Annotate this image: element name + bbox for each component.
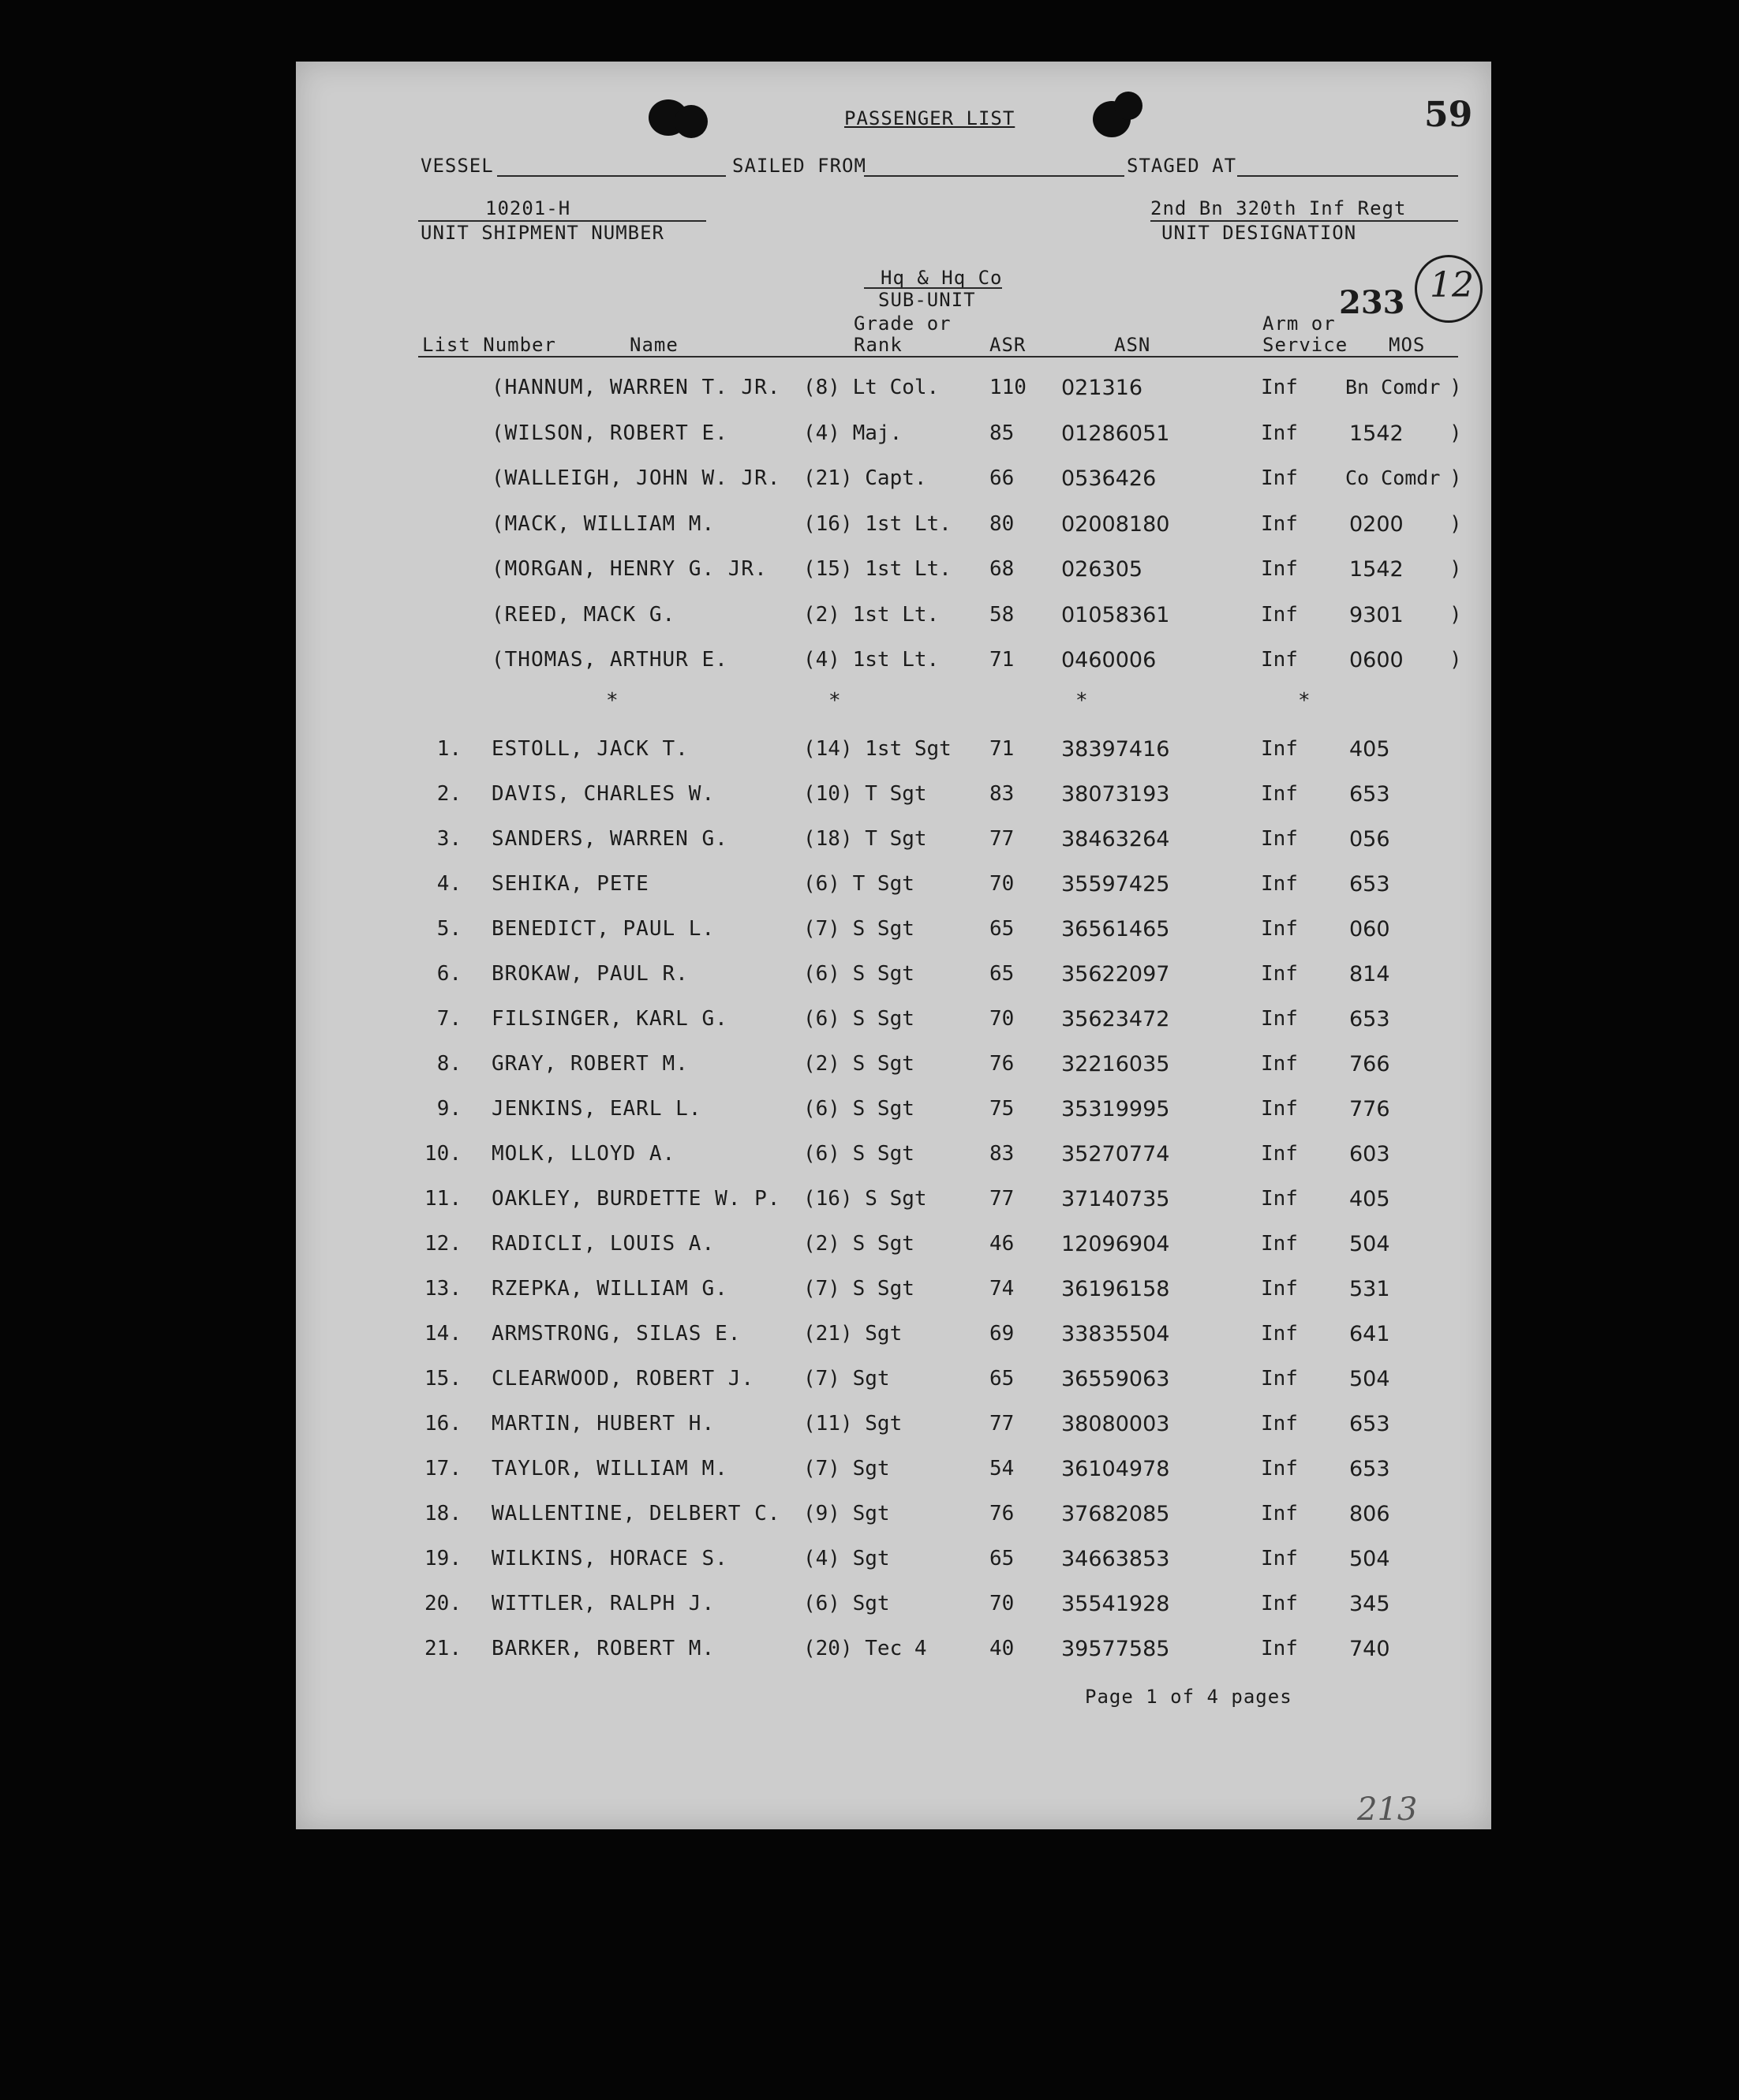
officer-row: [296, 376, 1491, 418]
asn: 38397416: [1061, 737, 1170, 762]
list-number: 16.: [424, 1412, 462, 1436]
mos: 504: [1349, 1547, 1390, 1571]
list-number: 12.: [424, 1232, 462, 1256]
arm: Inf: [1261, 962, 1298, 986]
name: (WILSON, ROBERT E.: [492, 421, 728, 445]
mos: 060: [1349, 917, 1390, 941]
mos: 345: [1349, 1592, 1390, 1616]
asr: 74: [989, 1277, 1015, 1301]
vessel-field: [497, 175, 726, 177]
name: BARKER, ROBERT M.: [492, 1637, 716, 1660]
list-number: 15.: [424, 1367, 462, 1391]
asr: 76: [989, 1052, 1015, 1076]
closing-paren: ): [1449, 602, 1462, 627]
enlisted-row: [296, 1637, 1491, 1679]
list-number: 14.: [424, 1322, 462, 1346]
asn: 36104978: [1061, 1457, 1170, 1481]
asr: 83: [989, 782, 1015, 806]
officer-row: [296, 648, 1491, 691]
col-grade-1: Grade or: [854, 313, 952, 335]
asr: 80: [989, 511, 1015, 536]
arm: Inf: [1261, 1232, 1298, 1256]
asr: 58: [989, 602, 1015, 627]
list-number: 17.: [424, 1457, 462, 1480]
asn: 32216035: [1061, 1052, 1170, 1076]
grade: (9) Sgt: [803, 1502, 890, 1525]
col-arm-2: Service: [1262, 334, 1348, 356]
enlisted-row: [296, 1142, 1491, 1185]
arm: Inf: [1261, 557, 1298, 581]
asn: 02008180: [1061, 511, 1170, 537]
list-number: 13.: [424, 1277, 462, 1301]
asn: 39577585: [1061, 1637, 1170, 1661]
enlisted-row: [296, 1502, 1491, 1544]
mos: 776: [1349, 1097, 1390, 1121]
arm: Inf: [1261, 1592, 1298, 1615]
mos: 531: [1349, 1277, 1390, 1301]
asn: 38463264: [1061, 827, 1170, 852]
list-number: 10.: [424, 1142, 462, 1166]
mos: 806: [1349, 1502, 1390, 1526]
grade: (8) Lt Col.: [803, 376, 940, 399]
enlisted-row: [296, 1412, 1491, 1454]
grade: (6) S Sgt: [803, 962, 914, 986]
arm: Inf: [1261, 1007, 1298, 1031]
grade: (4) Maj.: [803, 421, 903, 445]
grade: (7) Sgt: [803, 1457, 890, 1480]
document-page: [296, 62, 1491, 1829]
mos: 653: [1349, 1457, 1390, 1481]
arm: Inf: [1261, 602, 1298, 627]
grade: (20) Tec 4: [803, 1637, 927, 1660]
enlisted-row: [296, 1052, 1491, 1095]
grade: (15) 1st Lt.: [803, 557, 952, 581]
name: BENEDICT, PAUL L.: [492, 917, 716, 941]
arm: Inf: [1261, 827, 1298, 851]
name: ARMSTRONG, SILAS E.: [492, 1322, 742, 1346]
asr: 75: [989, 1097, 1015, 1121]
name: MARTIN, HUBERT H.: [492, 1412, 716, 1436]
asn: 021316: [1061, 376, 1143, 400]
list-number: 3.: [436, 827, 462, 851]
name: BROKAW, PAUL R.: [492, 962, 689, 986]
enlisted-row: [296, 872, 1491, 915]
asn: 34663853: [1061, 1547, 1170, 1571]
asn: 33835504: [1061, 1322, 1170, 1346]
asn: 12096904: [1061, 1232, 1170, 1256]
mos: 603: [1349, 1142, 1390, 1166]
name: (MACK, WILLIAM M.: [492, 511, 716, 536]
grade: (16) S Sgt: [803, 1187, 927, 1211]
asn: 36196158: [1061, 1277, 1170, 1301]
arm: Inf: [1261, 917, 1298, 941]
enlisted-row: [296, 1547, 1491, 1589]
enlisted-row: [296, 962, 1491, 1005]
asr: 65: [989, 1547, 1015, 1570]
col-grade-2: Rank: [854, 334, 903, 356]
arm: Inf: [1261, 1187, 1298, 1211]
staged-at-label: STAGED AT: [1127, 155, 1237, 177]
list-number: 7.: [436, 1007, 462, 1031]
grade: (2) 1st Lt.: [803, 602, 940, 627]
mos: 405: [1349, 1187, 1390, 1211]
name: SANDERS, WARREN G.: [492, 827, 728, 851]
asr: 46: [989, 1232, 1015, 1256]
asn: 35541928: [1061, 1592, 1170, 1616]
sub-unit: Hq & Hq Co: [881, 267, 1003, 289]
unit-designation-label: UNIT DESIGNATION: [1161, 222, 1357, 244]
enlisted-row: [296, 917, 1491, 960]
arm: Inf: [1261, 1052, 1298, 1076]
mos: 653: [1349, 872, 1390, 897]
officer-row: [296, 512, 1491, 555]
asn: 38073193: [1061, 782, 1170, 807]
list-number: 11.: [424, 1187, 462, 1211]
arm: Inf: [1261, 421, 1298, 445]
enlisted-row: [296, 1367, 1491, 1409]
arm: Inf: [1261, 1457, 1298, 1480]
unit-designation: 2nd Bn 320th Inf Regt: [1150, 197, 1407, 219]
grade: (6) T Sgt: [803, 872, 914, 896]
enlisted-row: [296, 1277, 1491, 1320]
mos: 0200: [1349, 511, 1404, 537]
asn: 01286051: [1061, 421, 1170, 446]
name: RADICLI, LOUIS A.: [492, 1232, 716, 1256]
officer-row: [296, 603, 1491, 646]
grade: (6) Sgt: [803, 1592, 890, 1615]
arm: Inf: [1261, 872, 1298, 896]
arm: Inf: [1261, 782, 1298, 806]
mos: 653: [1349, 782, 1390, 807]
mos: 653: [1349, 1412, 1390, 1436]
arm: Inf: [1261, 466, 1298, 490]
asn: 36559063: [1061, 1367, 1170, 1391]
mos: 0600: [1349, 648, 1404, 672]
list-number: 20.: [424, 1592, 462, 1615]
name: (THOMAS, ARTHUR E.: [492, 648, 728, 672]
col-mos: MOS: [1389, 334, 1426, 356]
handwritten-count: 233: [1339, 284, 1405, 321]
grade: (18) T Sgt: [803, 827, 927, 851]
grade: (7) S Sgt: [803, 917, 914, 941]
arm: Inf: [1261, 1277, 1298, 1301]
asn: 35622097: [1061, 962, 1170, 986]
grade: (7) Sgt: [803, 1367, 890, 1391]
mos: 504: [1349, 1232, 1390, 1256]
grade: (2) S Sgt: [803, 1232, 914, 1256]
arm: Inf: [1261, 1097, 1298, 1121]
asr: 83: [989, 1142, 1015, 1166]
list-number: 8.: [436, 1052, 462, 1076]
name: (HANNUM, WARREN T. JR.: [492, 376, 781, 399]
col-list-number: List Number: [422, 334, 556, 356]
col-arm-1: Arm or: [1262, 313, 1336, 335]
mos: 1542: [1349, 557, 1404, 582]
enlisted-row: [296, 1457, 1491, 1499]
asn: 35270774: [1061, 1142, 1170, 1166]
asr: 65: [989, 962, 1015, 986]
enlisted-row: [296, 1097, 1491, 1140]
enlisted-row: [296, 1592, 1491, 1634]
separator-star: *: [1298, 689, 1311, 713]
punch-hole-left-2: [675, 105, 708, 138]
name: DAVIS, CHARLES W.: [492, 782, 716, 806]
punch-hole-right-2: [1114, 92, 1143, 120]
mos: 1542: [1349, 421, 1404, 446]
closing-paren: ): [1449, 511, 1462, 536]
asr: 77: [989, 1412, 1015, 1436]
corner-page-number: 59: [1424, 95, 1473, 135]
arm: Inf: [1261, 1322, 1298, 1346]
vessel-label: VESSEL: [421, 155, 494, 177]
mos: Bn Comdr: [1345, 376, 1441, 399]
officer-row: [296, 421, 1491, 464]
header-rule: [418, 356, 1458, 357]
list-number: 18.: [424, 1502, 462, 1525]
arm: Inf: [1261, 511, 1298, 536]
officer-row: [296, 466, 1491, 509]
asn: 0460006: [1061, 648, 1157, 672]
asr: 65: [989, 917, 1015, 941]
mos: 9301: [1349, 602, 1404, 627]
asr: 110: [989, 376, 1027, 399]
asr: 85: [989, 421, 1015, 445]
list-number: 2.: [436, 782, 462, 806]
asr: 70: [989, 872, 1015, 896]
enlisted-row: [296, 827, 1491, 870]
grade: (6) S Sgt: [803, 1097, 914, 1121]
name: RZEPKA, WILLIAM G.: [492, 1277, 728, 1301]
name: OAKLEY, BURDETTE W. P.: [492, 1187, 781, 1211]
staged-at-field: [1237, 175, 1458, 177]
asr: 68: [989, 557, 1015, 581]
sailed-from-label: SAILED FROM: [732, 155, 866, 177]
asn: 37682085: [1061, 1502, 1170, 1526]
mos: 405: [1349, 737, 1390, 762]
enlisted-row: [296, 782, 1491, 825]
grade: (4) 1st Lt.: [803, 648, 940, 672]
asn: 35623472: [1061, 1007, 1170, 1031]
list-number: 21.: [424, 1637, 462, 1660]
list-number: 19.: [424, 1547, 462, 1570]
closing-paren: ): [1449, 648, 1462, 672]
col-asr: ASR: [989, 334, 1027, 356]
arm: Inf: [1261, 1547, 1298, 1570]
grade: (2) S Sgt: [803, 1052, 914, 1076]
arm: Inf: [1261, 1367, 1298, 1391]
arm: Inf: [1261, 737, 1298, 761]
asn: 0536426: [1061, 466, 1157, 491]
asn: 38080003: [1061, 1412, 1170, 1436]
arm: Inf: [1261, 1412, 1298, 1436]
arm: Inf: [1261, 1142, 1298, 1166]
mos: 740: [1349, 1637, 1390, 1661]
arm: Inf: [1261, 1637, 1298, 1660]
shipment-number-label: UNIT SHIPMENT NUMBER: [421, 222, 664, 244]
name: FILSINGER, KARL G.: [492, 1007, 728, 1031]
list-number: 9.: [436, 1097, 462, 1121]
separator-star: *: [606, 689, 619, 713]
arm: Inf: [1261, 376, 1298, 399]
mos: 641: [1349, 1322, 1390, 1346]
closing-paren: ): [1449, 421, 1462, 445]
list-number: 1.: [436, 737, 462, 761]
separator-star: *: [828, 689, 841, 713]
list-number: 5.: [436, 917, 462, 941]
asr: 65: [989, 1367, 1015, 1391]
shipment-number: 10201-H: [485, 197, 571, 219]
enlisted-row: [296, 1187, 1491, 1230]
mos: 504: [1349, 1367, 1390, 1391]
grade: (6) S Sgt: [803, 1007, 914, 1031]
col-name: Name: [630, 334, 679, 356]
asn: 35319995: [1061, 1097, 1170, 1121]
mos: Co Comdr: [1345, 466, 1441, 489]
name: ESTOLL, JACK T.: [492, 737, 689, 761]
asn: 35597425: [1061, 872, 1170, 897]
grade: (4) Sgt: [803, 1547, 890, 1570]
enlisted-row: [296, 1322, 1491, 1364]
asr: 71: [989, 648, 1015, 672]
mos: 814: [1349, 962, 1390, 986]
name: TAYLOR, WILLIAM M.: [492, 1457, 728, 1480]
enlisted-row: [296, 1007, 1491, 1050]
page-footer: Page 1 of 4 pages: [1085, 1686, 1292, 1708]
grade: (10) T Sgt: [803, 782, 927, 806]
grade: (14) 1st Sgt: [803, 737, 952, 761]
col-asn: ASN: [1114, 334, 1151, 356]
asn: 36561465: [1061, 917, 1170, 941]
closing-paren: ): [1449, 557, 1462, 581]
page-title: PASSENGER LIST: [844, 107, 1015, 129]
asr: 76: [989, 1502, 1015, 1525]
asn: 37140735: [1061, 1187, 1170, 1211]
name: WILKINS, HORACE S.: [492, 1547, 728, 1570]
asr: 54: [989, 1457, 1015, 1480]
asn: 01058361: [1061, 602, 1170, 627]
enlisted-row: [296, 737, 1491, 780]
grade: (21) Sgt: [803, 1322, 903, 1346]
list-number: 6.: [436, 962, 462, 986]
grade: (11) Sgt: [803, 1412, 903, 1436]
mos: 766: [1349, 1052, 1390, 1076]
grade: (21) Capt.: [803, 466, 927, 490]
asr: 70: [989, 1007, 1015, 1031]
asn: 026305: [1061, 557, 1143, 582]
mos: 056: [1349, 827, 1390, 852]
sailed-from-field: [864, 175, 1124, 177]
name: WITTLER, RALPH J.: [492, 1592, 716, 1615]
asr: 66: [989, 466, 1015, 490]
asr: 70: [989, 1592, 1015, 1615]
name: CLEARWOOD, ROBERT J.: [492, 1367, 755, 1391]
name: JENKINS, EARL L.: [492, 1097, 702, 1121]
name: (WALLEIGH, JOHN W. JR.: [492, 466, 781, 490]
arm: Inf: [1261, 648, 1298, 672]
name: SEHIKA, PETE: [492, 872, 649, 896]
grade: (7) S Sgt: [803, 1277, 914, 1301]
name: (MORGAN, HENRY G. JR.: [492, 557, 768, 581]
circled-number-text: 12: [1430, 265, 1474, 305]
name: GRAY, ROBERT M.: [492, 1052, 689, 1076]
asr: 77: [989, 1187, 1015, 1211]
officer-row: [296, 557, 1491, 600]
name: WALLENTINE, DELBERT C.: [492, 1502, 781, 1525]
grade: (6) S Sgt: [803, 1142, 914, 1166]
name: MOLK, LLOYD A.: [492, 1142, 676, 1166]
mos: 653: [1349, 1007, 1390, 1031]
name: (REED, MACK G.: [492, 602, 676, 627]
handwritten-bottom-number: 213: [1357, 1791, 1418, 1828]
asr: 69: [989, 1322, 1015, 1346]
grade: (16) 1st Lt.: [803, 511, 952, 536]
closing-paren: ): [1449, 466, 1462, 490]
asr: 71: [989, 737, 1015, 761]
list-number: 4.: [436, 872, 462, 896]
closing-paren: ): [1449, 376, 1462, 399]
asr: 40: [989, 1637, 1015, 1660]
arm: Inf: [1261, 1502, 1298, 1525]
enlisted-row: [296, 1232, 1491, 1275]
separator-star: *: [1075, 689, 1088, 713]
asr: 77: [989, 827, 1015, 851]
sub-unit-label: SUB-UNIT: [878, 289, 976, 311]
